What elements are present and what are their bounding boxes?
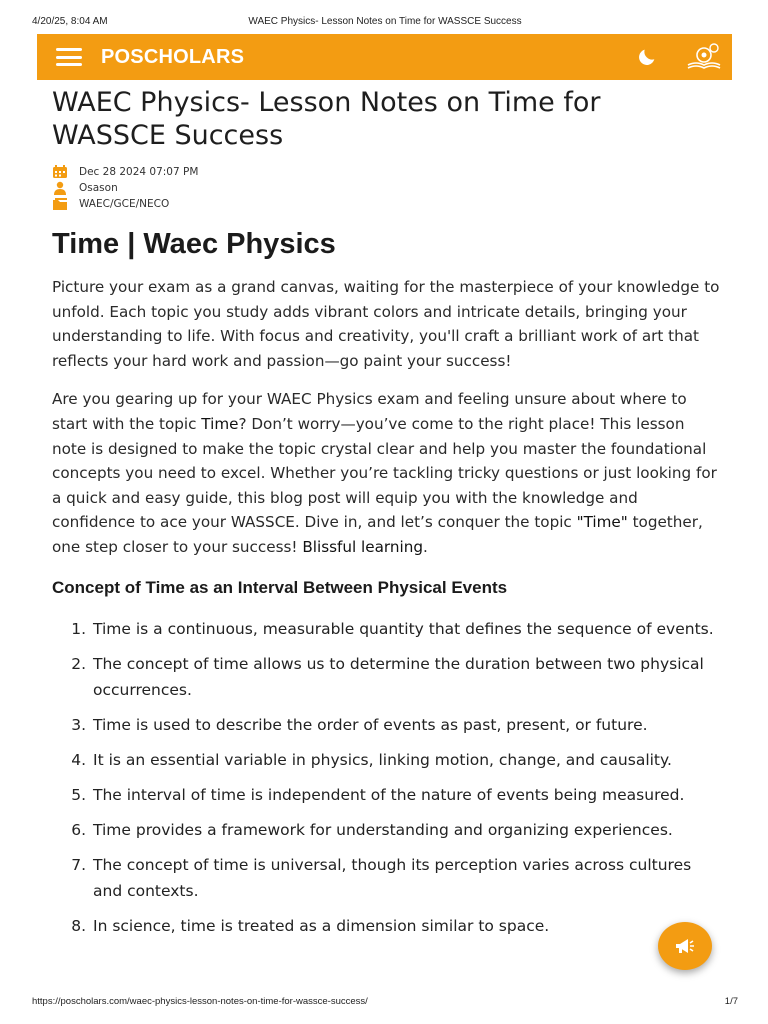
meta-author (52, 180, 722, 196)
list-item: 6. Time provides a framework for understanding and organizing experiences. (91, 817, 722, 843)
overview-text-2: ? Don’t worry—you’ve come to the right place! This lesson note is designed to make the topic crystal clear and help you master the foundational concepts you need to excel. Whether you’re tackling tricky questions or just looking for a quick and easy guide, this blog post will equip you with the knowledge and confidence to ace your WASSCE. Dive in, and let’s conquer the topic (52, 414, 717, 532)
section-subheading: Concept of Time as an Interval Between Physical Events (52, 577, 508, 597)
topic-link-time[interactable]: Time (201, 414, 239, 433)
meta-category (52, 196, 722, 212)
list-item: 3. Time is used to describe the order of events as past, present, or future. (91, 712, 722, 738)
announcement-button[interactable] (658, 922, 712, 970)
concept-list (52, 616, 722, 939)
article-meta (52, 164, 722, 212)
moon-icon[interactable] (636, 46, 658, 68)
article-heading: Time | Waec Physics (52, 228, 336, 260)
overview-text-1: Are you gearing up for your WAEC Physics exam and feeling unsure about where to start with the topic (52, 390, 687, 433)
print-page-number: 1/7 (724, 996, 738, 1007)
overview-paragraph (52, 387, 722, 559)
overview-text-4: . (423, 537, 428, 556)
list-item: 5. The interval of time is independent of the nature of events being measured. (91, 782, 722, 808)
topic-quote-time: "Time" (576, 513, 628, 532)
list-item: 7. The concept of time is universal, though its perception varies across cultures and contexts. (91, 852, 722, 904)
meta-date-text: Dec 28 2024 07:07 PM (79, 166, 199, 178)
megaphone-icon (674, 937, 696, 955)
print-page-title: WAEC Physics- Lesson Notes on Time for WASSCE Success (248, 16, 522, 27)
intro-paragraph: Picture your exam as a grand canvas, waiting for the masterpiece of your knowledge to unfold. Each topic you study adds vibrant colors and intricate details, bringing your understanding to life. With focus and creativity, you'll craft a brilliant work of art that reflects your hard work and passion—go paint your success! (52, 278, 720, 370)
meta-author-text[interactable]: Osason (79, 182, 118, 194)
blissful-learning-link[interactable]: Blissful learning (302, 537, 424, 556)
print-header (32, 16, 738, 30)
overview-text-3: together, one step closer to your success! (52, 513, 703, 556)
print-timestamp: 4/20/25, 8:04 AM (32, 16, 108, 27)
logo-icon[interactable] (684, 41, 724, 73)
hamburger-menu-icon[interactable] (56, 48, 82, 66)
site-navbar (37, 34, 732, 80)
list-item: 2. The concept of time allows us to determine the duration between two physical occurrences. (91, 651, 722, 703)
article-title: WAEC Physics- Lesson Notes on Time for WASSCE Success (52, 87, 601, 151)
article (52, 86, 722, 948)
print-url: https://poscholars.com/waec-physics-lesson-notes-on-time-for-wassce-success/ (32, 996, 368, 1007)
site-brand[interactable]: POSCHOLARS (101, 45, 245, 68)
print-footer (32, 996, 738, 1010)
list-item: 1. Time is a continuous, measurable quantity that defines the sequence of events. (91, 616, 722, 642)
meta-category-text[interactable]: WAEC/GCE/NECO (79, 198, 170, 210)
user-icon (52, 181, 68, 195)
calendar-icon (52, 165, 68, 179)
meta-date (52, 164, 722, 180)
list-item: 4. It is an essential variable in physics, linking motion, change, and causality. (91, 747, 722, 773)
list-item: 8. In science, time is treated as a dimension similar to space. (91, 913, 722, 939)
folder-icon (52, 197, 68, 211)
